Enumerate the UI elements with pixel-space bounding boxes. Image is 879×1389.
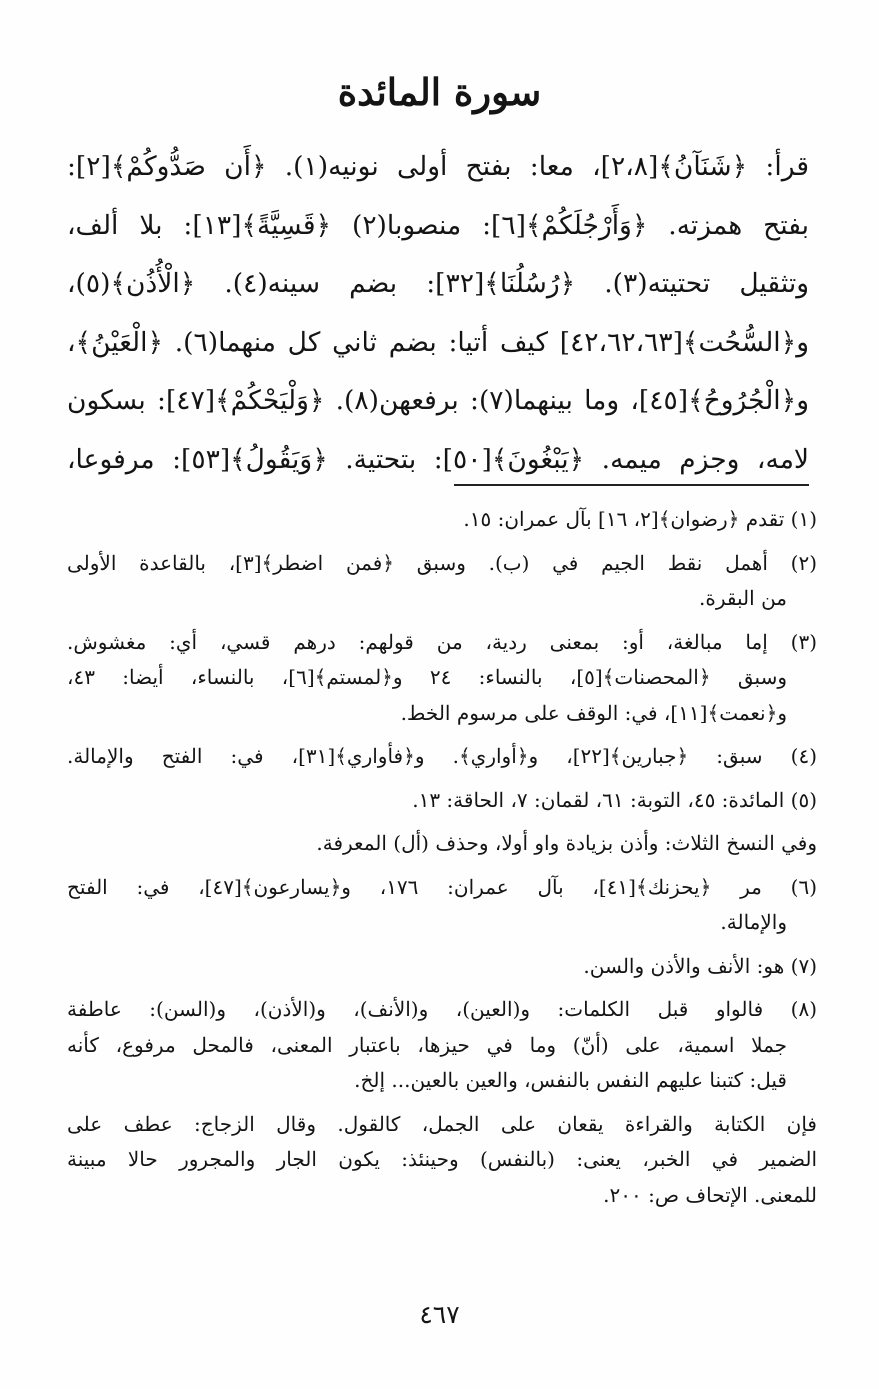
page-title: سورة المائدة (337, 70, 542, 114)
footnote (67, 826, 817, 862)
footnote (67, 502, 817, 538)
footnote (67, 949, 817, 985)
main-text-line: و﴿الْجُرُوحُ﴾[٤٥]، وما بينهما(٧): برفعهن(٨). ﴿وَلْيَحْكُمْ﴾[٤٧]: بسكون (67, 385, 809, 416)
footnote-line: (٣) إما مبالغة، أو: بمعنى ردية، من قولهم: درهم قسي، أي: مغشوش. (67, 629, 817, 654)
footnote-line: (٢) أهمل نقط الجيم في (ب). وسبق ﴿فمن اضطر﴾[٣]، بالقاعدة الأولى (67, 550, 817, 575)
main-text (67, 138, 809, 489)
footnote-line: وفي النسخ الثلاث: وأذن بزيادة واو أولا، وحذف (أل) المعرفة. (316, 831, 817, 855)
main-text-line: وتثقيل تحتيته(٣). ﴿رُسُلُنَا﴾[٣٢]: بضم سينه(٤). ﴿الْأُذُن﴾(٥)، (67, 268, 809, 299)
footnote-line: فإن الكتابة والقراءة يقعان على الجمل، كالقول. وقال الزجاج: عطف على (67, 1111, 817, 1136)
footnote-line: (٧) هو: الأنف والأذن والسن. (583, 953, 817, 978)
footnote (67, 546, 817, 617)
footnote-line: (٨) فالواو قبل الكلمات: و(العين)، و(الأنف)، و(الأذن)، و(السن): عاطفة (67, 997, 817, 1021)
footnote-line: (٤) سبق: ﴿جبارين﴾[٢٢]، و﴿أواري﴾. و﴿فأواري﴾[٣١]، في: الفتح والإمالة. (67, 744, 817, 768)
footnote (67, 1107, 817, 1214)
footnote (67, 783, 817, 819)
footnotes (67, 502, 817, 1221)
footnote (67, 739, 817, 775)
footnote-line: من البقرة. (699, 586, 787, 610)
footnote-line: وسبق ﴿المحصنات﴾[٥]، بالنساء: ٢٤ و﴿لمستم﴾[٦]، بالنساء، أيضا: ٤٣، (67, 665, 787, 689)
footnote (67, 870, 817, 941)
footnote-line: جملا اسمية، على (أنّ) وما في حيزها، باعتبار المعنى، فالمحل مرفوع، كأنه (67, 1032, 787, 1057)
footnote-line: للمعنى. الإتحاف ص: ٢٠٠. (603, 1182, 817, 1207)
page-number: ٤٦٧ (419, 1300, 460, 1329)
footnote-line: (٦) مر ﴿يحزنك﴾[٤١]، بآل عمران: ١٧٦، و﴿يسارعون﴾[٤٧]، في: الفتح (67, 874, 817, 899)
footnote-line: (٥) المائدة: ٤٥، التوبة: ٦١، لقمان: ٧، الحاقة: ١٣. (412, 787, 817, 812)
main-text-line: و﴿السُّحُت﴾[٤٢،٦٢،٦٣] كيف أتيا: بضم ثاني كل منهما(٦). ﴿الْعَيْنُ﴾، (67, 326, 809, 358)
footnote-line: (١) تقدم ﴿رضوان﴾[٢، ١٦] بآل عمران: ١٥. (463, 507, 817, 531)
footnote (67, 992, 817, 1099)
footnote-line: والإمالة. (720, 910, 787, 934)
main-text-line: لامه، وجزم ميمه. ﴿يَبْغُونَ﴾[٥٠]: بتحتية. ﴿وَيَقُولُ﴾[٥٣]: مرفوعا، (67, 443, 809, 475)
footnote (67, 625, 817, 732)
footnote-line: و﴿نعمت﴾[١١]، في: الوقف على مرسوم الخط. (400, 700, 787, 725)
footnote-line: قيل: كتبنا عليهم النفس بالنفس، والعين بالعين... إلخ. (354, 1068, 787, 1092)
footnote-separator (454, 484, 809, 486)
main-text-line: قرأ: ﴿شَنَآنُ﴾[٢،٨]، معا: بفتح أولى نونيه(١). ﴿أَن صَدُّوكُمْ﴾[٢]: (67, 151, 809, 182)
main-text-line: بفتح همزته. ﴿وَأَرْجُلَكُمْ﴾[٦]: منصوبا(٢) ﴿قَسِيَّةً﴾[١٣]: بلا ألف، (67, 209, 809, 241)
footnote-line: الضمير في الخبر، يعنى: (بالنفس) وحينئذ: يكون الجار والمجرور حالا مبينة (67, 1147, 817, 1171)
